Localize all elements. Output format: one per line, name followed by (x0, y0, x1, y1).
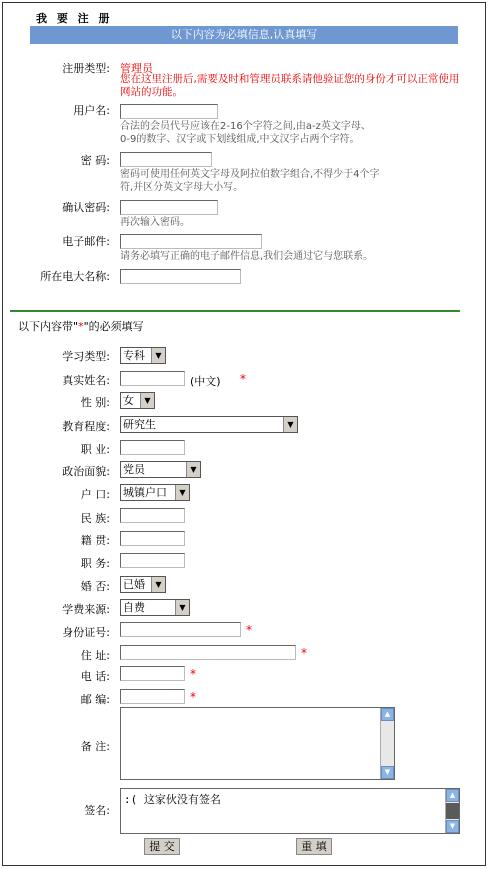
email-input[interactable] (120, 234, 262, 249)
signature-textarea[interactable] (120, 788, 460, 834)
study-type-select[interactable] (120, 347, 166, 364)
email-hint: 请务必填写正确的电子邮件信息,我们会通过它与您联系。 (120, 251, 374, 262)
fee-source-value: 自费 (123, 601, 145, 614)
required-star: * (240, 372, 246, 386)
reg-type-note: 您在这里注册后,需要及时和管理员联系请他验证您的身份才可以正常使用网站的功能。 (120, 73, 460, 98)
signature-text: :( 这家伙没有签名 (124, 793, 221, 806)
school-input[interactable] (120, 269, 241, 284)
political-label: 政治面貌: (62, 465, 110, 478)
marital-value: 已婚 (123, 578, 145, 591)
reg-type-value: 管理员 (120, 62, 153, 75)
education-value: 研究生 (123, 418, 156, 431)
confirm-password-hint: 再次输入密码。 (120, 217, 190, 228)
phone-input[interactable] (120, 666, 185, 681)
gender-value: 女 (123, 394, 134, 407)
chevron-down-icon: ▼ (175, 485, 189, 500)
fee-source-select[interactable] (120, 599, 190, 616)
username-input[interactable] (120, 104, 218, 119)
id-number-label: 身份证号: (62, 626, 110, 639)
signature-scrollbar[interactable] (445, 789, 459, 833)
hukou-value: 城镇户口 (123, 486, 167, 499)
scroll-down-icon[interactable]: ▼ (381, 766, 394, 779)
reset-button[interactable]: 重 填 (296, 838, 332, 855)
education-select[interactable] (120, 416, 298, 433)
gender-label: 性 别: (80, 396, 110, 409)
required-star: * (246, 623, 252, 637)
marital-label: 婚 否: (80, 580, 110, 593)
password-input[interactable] (120, 152, 212, 167)
gender-select[interactable] (120, 392, 155, 409)
remark-textarea[interactable] (120, 707, 395, 780)
real-name-suffix: (中文) (190, 375, 221, 388)
ethnic-label: 民 族: (80, 512, 110, 525)
study-type-label: 学习类型: (62, 350, 110, 363)
scroll-thumb[interactable] (446, 803, 459, 819)
school-label: 所在电大名称: (40, 270, 110, 283)
required-star: * (301, 646, 307, 660)
required-banner: 以下内容为必填信息,认真填写 (30, 26, 458, 44)
section-divider (10, 310, 460, 312)
real-name-input[interactable] (120, 371, 185, 386)
position-input[interactable] (120, 553, 185, 568)
hukou-label: 户 口: (80, 488, 110, 501)
password-hint-1: 密码可使用任何英文字母及阿拉伯数字组合,不得少于4个字 (120, 169, 380, 180)
phone-label: 电 话: (80, 670, 110, 683)
username-hint-2: 0-9的数字、汉字或下划线组成,中文汉字占两个字符。 (120, 134, 360, 145)
remark-scrollbar[interactable] (380, 708, 394, 779)
required-star: * (190, 690, 196, 704)
chevron-down-icon: ▼ (283, 417, 297, 432)
marital-select[interactable] (120, 576, 166, 593)
ethnic-input[interactable] (120, 508, 185, 523)
submit-button[interactable]: 提 交 (144, 838, 180, 855)
fee-source-label: 学费来源: (62, 603, 110, 616)
id-number-input[interactable] (120, 622, 241, 637)
confirm-password-label: 确认密码: (62, 201, 110, 214)
username-hint-1: 合法的会员代号应该在2-16个字符之间,由a-z英文字母、 (120, 121, 371, 132)
page-title: 我 要 注 册 (36, 12, 113, 25)
scroll-down-icon[interactable]: ▼ (446, 820, 459, 833)
required-star: * (190, 667, 196, 681)
political-select[interactable] (120, 461, 201, 478)
position-label: 职 务: (80, 557, 110, 570)
native-place-label: 籍 贯: (80, 534, 110, 547)
political-value: 党员 (123, 463, 145, 476)
reg-type-label: 注册类型: (62, 62, 110, 75)
chevron-down-icon: ▼ (151, 348, 165, 363)
optional-section-text: 以下内容带"*"的必须填写 (18, 320, 144, 333)
scroll-up-icon[interactable]: ▲ (446, 789, 459, 802)
confirm-password-input[interactable] (120, 200, 218, 215)
chevron-down-icon: ▼ (175, 600, 189, 615)
job-label: 职 业: (80, 443, 110, 456)
scroll-up-icon[interactable]: ▲ (381, 708, 394, 721)
optional-section-heading (18, 318, 144, 334)
signature-label: 签名: (84, 804, 110, 817)
study-type-value: 专科 (123, 349, 145, 362)
native-place-input[interactable] (120, 531, 185, 546)
remark-label: 备 注: (80, 740, 110, 753)
password-hint-2: 符,并区分英文字母大小写。 (120, 182, 244, 193)
chevron-down-icon: ▼ (151, 577, 165, 592)
address-label: 住 址: (80, 649, 110, 662)
password-label: 密 码: (80, 154, 110, 167)
email-label: 电子邮件: (62, 235, 110, 248)
job-input[interactable] (120, 440, 185, 455)
chevron-down-icon: ▼ (186, 462, 200, 477)
hukou-select[interactable] (120, 484, 190, 501)
username-label: 用户名: (73, 104, 110, 117)
postcode-input[interactable] (120, 689, 185, 704)
chevron-down-icon: ▼ (140, 393, 154, 408)
education-label: 教育程度: (62, 420, 110, 433)
postcode-label: 邮 编: (80, 693, 110, 706)
real-name-label: 真实姓名: (62, 374, 110, 387)
required-star: * (78, 320, 84, 333)
address-input[interactable] (120, 645, 296, 660)
